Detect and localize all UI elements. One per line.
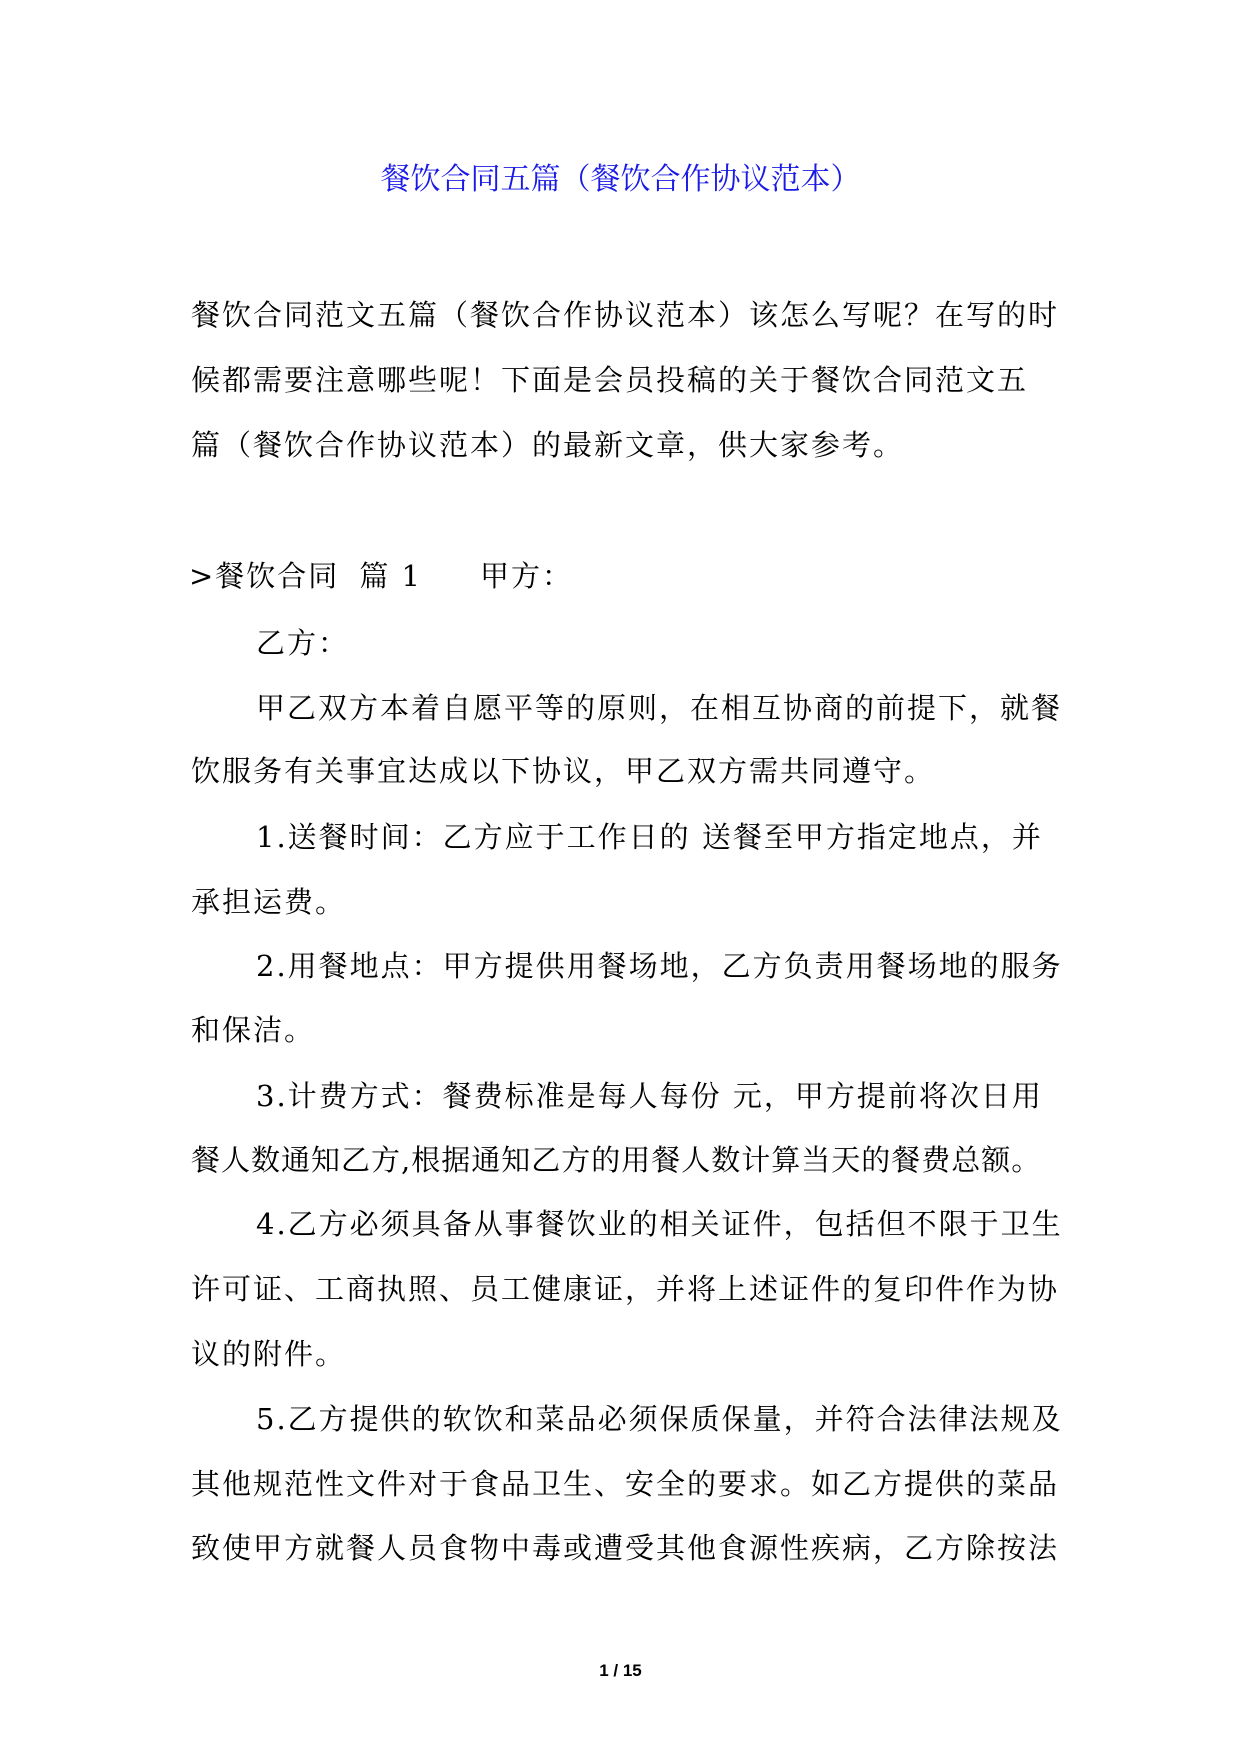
intro-line-2: 候都需要注意哪些呢！下面是会员投稿的关于餐饮合同范文五 [191,363,1029,397]
clause-5-line-1: 5.乙方提供的软饮和菜品必须保质保量，并符合法律法规及 [256,1402,1063,1436]
section-heading-number: 篇 1 [359,559,422,593]
intro-line-3: 篇（餐饮合作协议范本）的最新文章，供大家参考。 [191,428,905,462]
clause-1-line-2: 承担运费。 [191,885,347,919]
party-b-label: 乙方： [256,626,350,660]
clause-4-line-2: 许可证、工商执照、员工健康证，并将上述证件的复印件作为协 [191,1272,1060,1306]
clause-5-line-2: 其他规范性文件对于食品卫生、安全的要求。如乙方提供的菜品 [191,1467,1060,1501]
document-title: 餐饮合同五篇（餐饮合作协议范本） [380,162,861,197]
preamble-line-2: 饮服务有关事宜达成以下协议，甲乙双方需共同遵守。 [191,754,936,788]
party-a-label: 甲方： [479,559,573,593]
section-heading [189,556,573,596]
page-number: 1 / 15 [599,1661,642,1680]
clause-3-line-1: 3.计费方式：餐费标准是每人每份 元，甲方提前将次日用 [256,1079,1043,1113]
preamble-line-1: 甲乙双方本着自愿平等的原则，在相互协商的前提下，就餐 [256,691,1063,725]
clause-3-line-2: 餐人数通知乙方,根据通知乙方的用餐人数计算当天的餐费总额。 [191,1143,1042,1177]
clause-4-line-3: 议的附件。 [191,1337,347,1371]
section-heading-label: >餐饮合同 [189,559,340,593]
clause-5-line-3: 致使甲方就餐人员食物中毒或遭受其他食源性疾病，乙方除按法 [191,1531,1060,1565]
clause-2-line-2: 和保洁。 [191,1013,316,1047]
clause-4-line-1: 4.乙方必须具备从事餐饮业的相关证件，包括但不限于卫生 [256,1207,1063,1241]
clause-1-line-1: 1.送餐时间：乙方应于工作日的 送餐至甲方指定地点，并 [256,820,1043,854]
clause-2-line-1: 2.用餐地点：甲方提供用餐场地，乙方负责用餐场地的服务 [256,949,1063,983]
intro-line-1: 餐饮合同范文五篇（餐饮合作协议范本）该怎么写呢？在写的时 [191,298,1060,332]
